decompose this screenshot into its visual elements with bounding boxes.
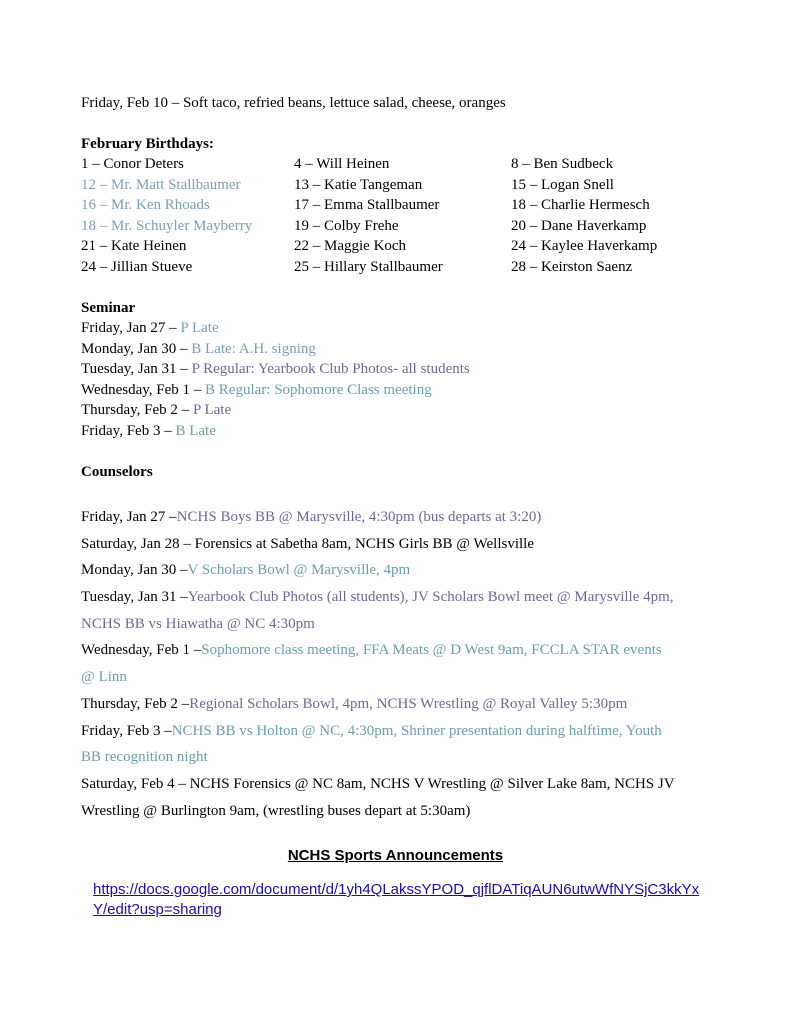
birthday-entry: 12 – Mr. Matt Stallbaumer <box>81 177 241 193</box>
seminar-date: Thursday, Feb 2 – <box>81 402 193 418</box>
seminar-value: B Late: A.H. signing <box>191 341 316 357</box>
birthday-entry: 17 – Emma Stallbaumer <box>294 197 440 213</box>
event-text: Sophomore class meeting, FFA Meats @ D West 9am, FCCLA STAR events <box>201 642 662 658</box>
event-date: Monday, Jan 30 – <box>81 562 188 578</box>
event-date: Thursday, Feb 2 – <box>81 696 190 712</box>
event-line: Saturday, Feb 4 – NCHS Forensics @ NC 8am, NCHS V Wrestling @ Silver Lake 8am, NCHS JV <box>81 776 675 792</box>
event-date: Tuesday, Jan 31 – <box>81 589 188 605</box>
event-text: NCHS BB vs Holton @ NC, 4:30pm, Shriner presentation during halftime, Youth <box>171 723 662 739</box>
birthday-entry: 22 – Maggie Koch <box>294 238 407 254</box>
birthday-entry: 8 – Ben Sudbeck <box>511 156 614 172</box>
birthday-entry: 25 – Hillary Stallbaumer <box>294 259 443 275</box>
event-date: Wednesday, Feb 1 – <box>81 642 202 658</box>
birthday-entry: 21 – Kate Heinen <box>81 238 187 254</box>
seminar-row <box>81 421 216 441</box>
birthday-entry: 4 – Will Heinen <box>294 156 390 172</box>
event-text: Yearbook Club Photos (all students), JV Scholars Bowl meet @ Marysville 4pm, <box>187 589 674 605</box>
birthday-entry: 20 – Dane Haverkamp <box>511 218 647 234</box>
birthday-entry: 24 – Jillian Stueve <box>81 259 193 275</box>
seminar-row <box>81 359 470 379</box>
seminar-value: P Late <box>192 402 232 418</box>
seminar-row <box>81 318 219 338</box>
sports-link[interactable]: https://docs.google.com/document/d/1yh4QLakssYPOD_qjflDATiqAUN6utwWfNYSjC3kkYxY/edit?usp=sharing <box>93 881 700 918</box>
event-line: Wrestling @ Burlington 9am, (wrestling buses depart at 5:30am) <box>81 803 471 819</box>
seminar-date: Wednesday, Feb 1 – <box>81 382 206 398</box>
lunch-line: Friday, Feb 10 – Soft taco, refried beans, lettuce salad, cheese, oranges <box>81 95 506 111</box>
birthday-entry: 24 – Kaylee Haverkamp <box>511 238 658 254</box>
event-line: NCHS BB vs Hiawatha @ NC 4:30pm <box>81 616 315 632</box>
event-line: BB recognition night <box>81 749 208 765</box>
event-line <box>81 560 410 580</box>
event-line <box>81 721 662 741</box>
birthdays-heading: February Birthdays: <box>81 136 214 152</box>
seminar-date: Friday, Feb 3 – <box>81 423 176 439</box>
birthday-entry: 16 – Mr. Ken Rhoads <box>81 197 210 213</box>
birthday-entry: 13 – Katie Tangeman <box>294 177 423 193</box>
seminar-date: Friday, Jan 27 – <box>81 320 181 336</box>
event-line <box>81 640 662 660</box>
seminar-value: B Regular: Sophomore Class meeting <box>205 382 432 398</box>
seminar-value: B Late <box>175 423 216 439</box>
birthday-entry: 28 – Keirston Saenz <box>511 259 633 275</box>
seminar-date: Monday, Jan 30 – <box>81 341 192 357</box>
seminar-date: Tuesday, Jan 31 – <box>81 361 192 377</box>
seminar-value: P Late <box>180 320 219 336</box>
seminar-heading: Seminar <box>81 300 136 316</box>
event-line <box>81 694 627 714</box>
event-line <box>81 507 541 527</box>
birthday-entry: 19 – Colby Frehe <box>294 218 399 234</box>
event-line: Saturday, Jan 28 – Forensics at Sabetha 8am, NCHS Girls BB @ Wellsville <box>81 536 534 552</box>
seminar-row <box>81 380 432 400</box>
event-date: Friday, Jan 27 – <box>81 509 177 525</box>
seminar-row <box>81 400 231 420</box>
sports-title-text: NCHS Sports Announcements <box>287 847 504 864</box>
sports-title <box>0 846 791 866</box>
birthday-entry: 1 – Conor Deters <box>81 156 184 172</box>
seminar-row <box>81 339 316 359</box>
counselors-heading: Counselors <box>81 464 153 480</box>
event-date: Friday, Feb 3 – <box>81 723 172 739</box>
birthday-entry: 15 – Logan Snell <box>511 177 614 193</box>
event-text: V Scholars Bowl @ Marysville, 4pm <box>187 562 411 578</box>
event-line <box>81 587 674 607</box>
event-text: NCHS Boys BB @ Marysville, 4:30pm (bus departs at 3:20) <box>176 509 542 525</box>
event-line: @ Linn <box>81 669 127 685</box>
birthday-entry: 18 – Charlie Hermesch <box>511 197 650 213</box>
birthday-entry: 18 – Mr. Schuyler Mayberry <box>81 218 253 234</box>
event-text: Regional Scholars Bowl, 4pm, NCHS Wrestling @ Royal Valley 5:30pm <box>189 696 628 712</box>
seminar-value: P Regular: Yearbook Club Photos- all students <box>191 361 470 377</box>
